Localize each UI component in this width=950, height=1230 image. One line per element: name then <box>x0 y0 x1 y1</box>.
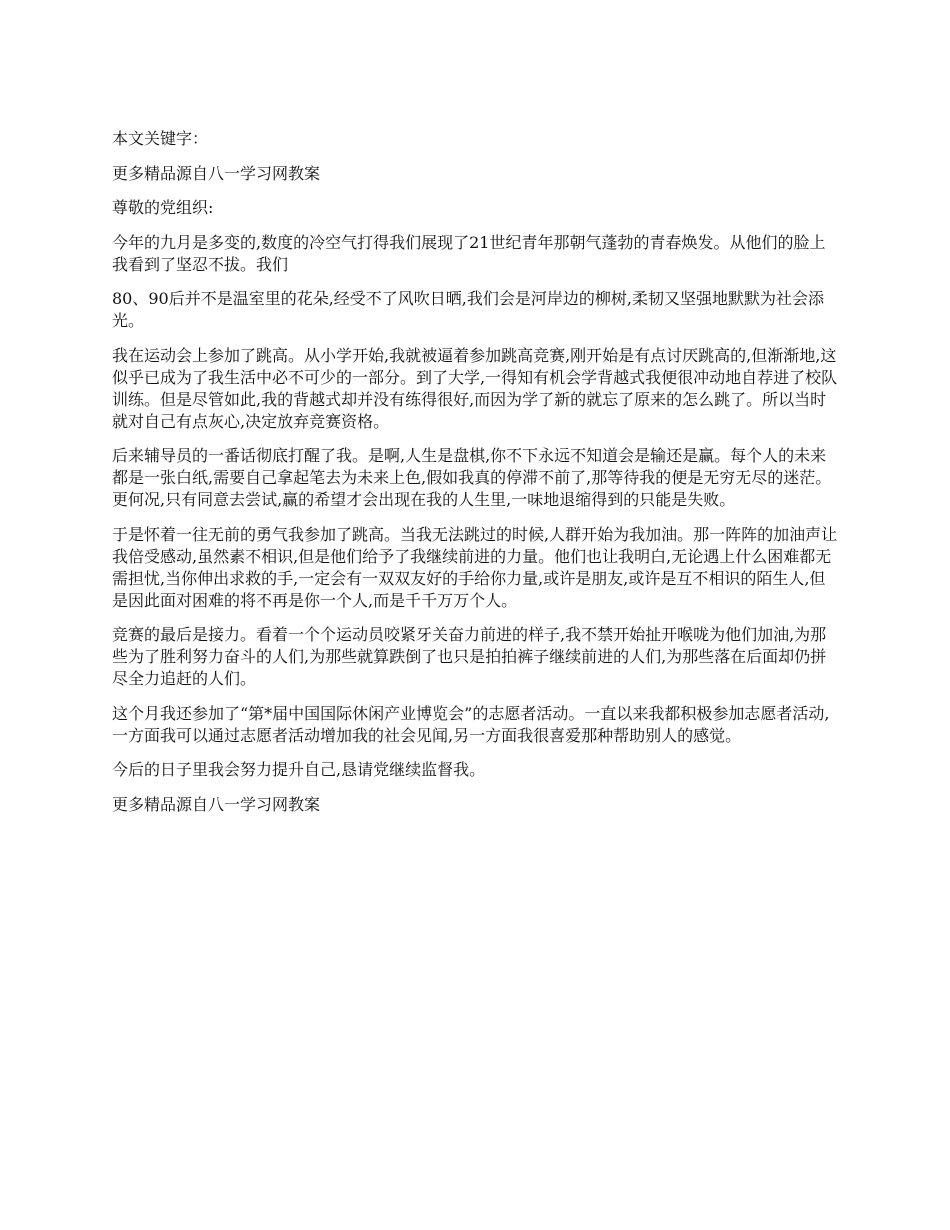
body-paragraph: 今年的九月是多变的,数度的冷空气打得我们展现了21世纪青年那朝气蓬勃的青春焕发。从他们的脸上我看到了坚忍不拔。我们 <box>112 232 826 274</box>
body-paragraph: 80、90后并不是温室里的花朵,经受不了风吹日晒,我们会是河岸边的柳树,柔韧又坚强地默默为社会添光。 <box>112 289 824 330</box>
document-body <box>112 128 840 828</box>
body-paragraph: 后来辅导员的一番话彻底打醒了我。是啊,人生是盘棋,你不下永远不知道会是输还是赢。每个人的未来都是一张白纸,需要自己拿起笔去为未来上色,假如我真的停滞不前了,那等待我的便是无穷无尽的迷茫。更何况,只有同意去尝试,赢的希望才会出现在我的人生里,一味地退缩得到的只能是失败。 <box>112 446 832 509</box>
body-paragraph: 竞赛的最后是接力。看着一个个运动员咬紧牙关奋力前进的样子,我不禁开始扯开喉咙为他们加油,为那些为了胜利努力奋斗的人们,为那些就算跌倒了也只是拍拍裤子继续前进的人们,为那些落在后面却仍拼尽全力追赶的人们。 <box>112 625 827 688</box>
body-paragraph: 我在运动会上参加了跳高。从小学开始,我就被逼着参加跳高竞赛,刚开始是有点讨厌跳高的,但渐渐地,这似乎已成为了我生活中必不可少的一部分。到了大学,一得知有机会学背越式我便很冲动地自荐进了校队训练。但是尽管如此,我的背越式却并没有练得很好,而因为学了新的就忘了原来的怎么跳了。所以当时就对自己有点灰心,决定放弃竞赛资格。 <box>112 345 838 431</box>
body-paragraph: 于是怀着一往无前的勇气我参加了跳高。当我无法跳过的时候,人群开始为我加油。那一阵阵的加油声让我倍受感动,虽然素不相识,但是他们给予了我继续前进的力量。他们也让我明白,无论遇上什么困难都无需担忧,当你伸出求救的手,一定会有一双双友好的手给你力量,或许是朋友,或许是互不相识的陌生人,但是因此面对困难的将不再是你一个人,而是千千万万个人。 <box>112 524 838 610</box>
source-note-top: 更多精品源自八一学习网教案 <box>112 163 321 183</box>
salutation: 尊敬的党组织: <box>112 198 214 217</box>
keywords-label: 本文关键字： <box>112 129 209 148</box>
source-note-bottom: 更多精品源自八一学习网教案 <box>112 794 321 814</box>
closing-paragraph: 今后的日子里我会努力提升自己,恳请党继续监督我。 <box>112 760 486 779</box>
body-paragraph: 这个月我还参加了“第*届中国国际休闲产业博览会”的志愿者活动。一直以来我都积极参加志愿者活动,一方面我可以通过志愿者活动增加我的社会见闻,另一方面我很喜爱那种帮助别人的感觉。 <box>112 703 830 745</box>
